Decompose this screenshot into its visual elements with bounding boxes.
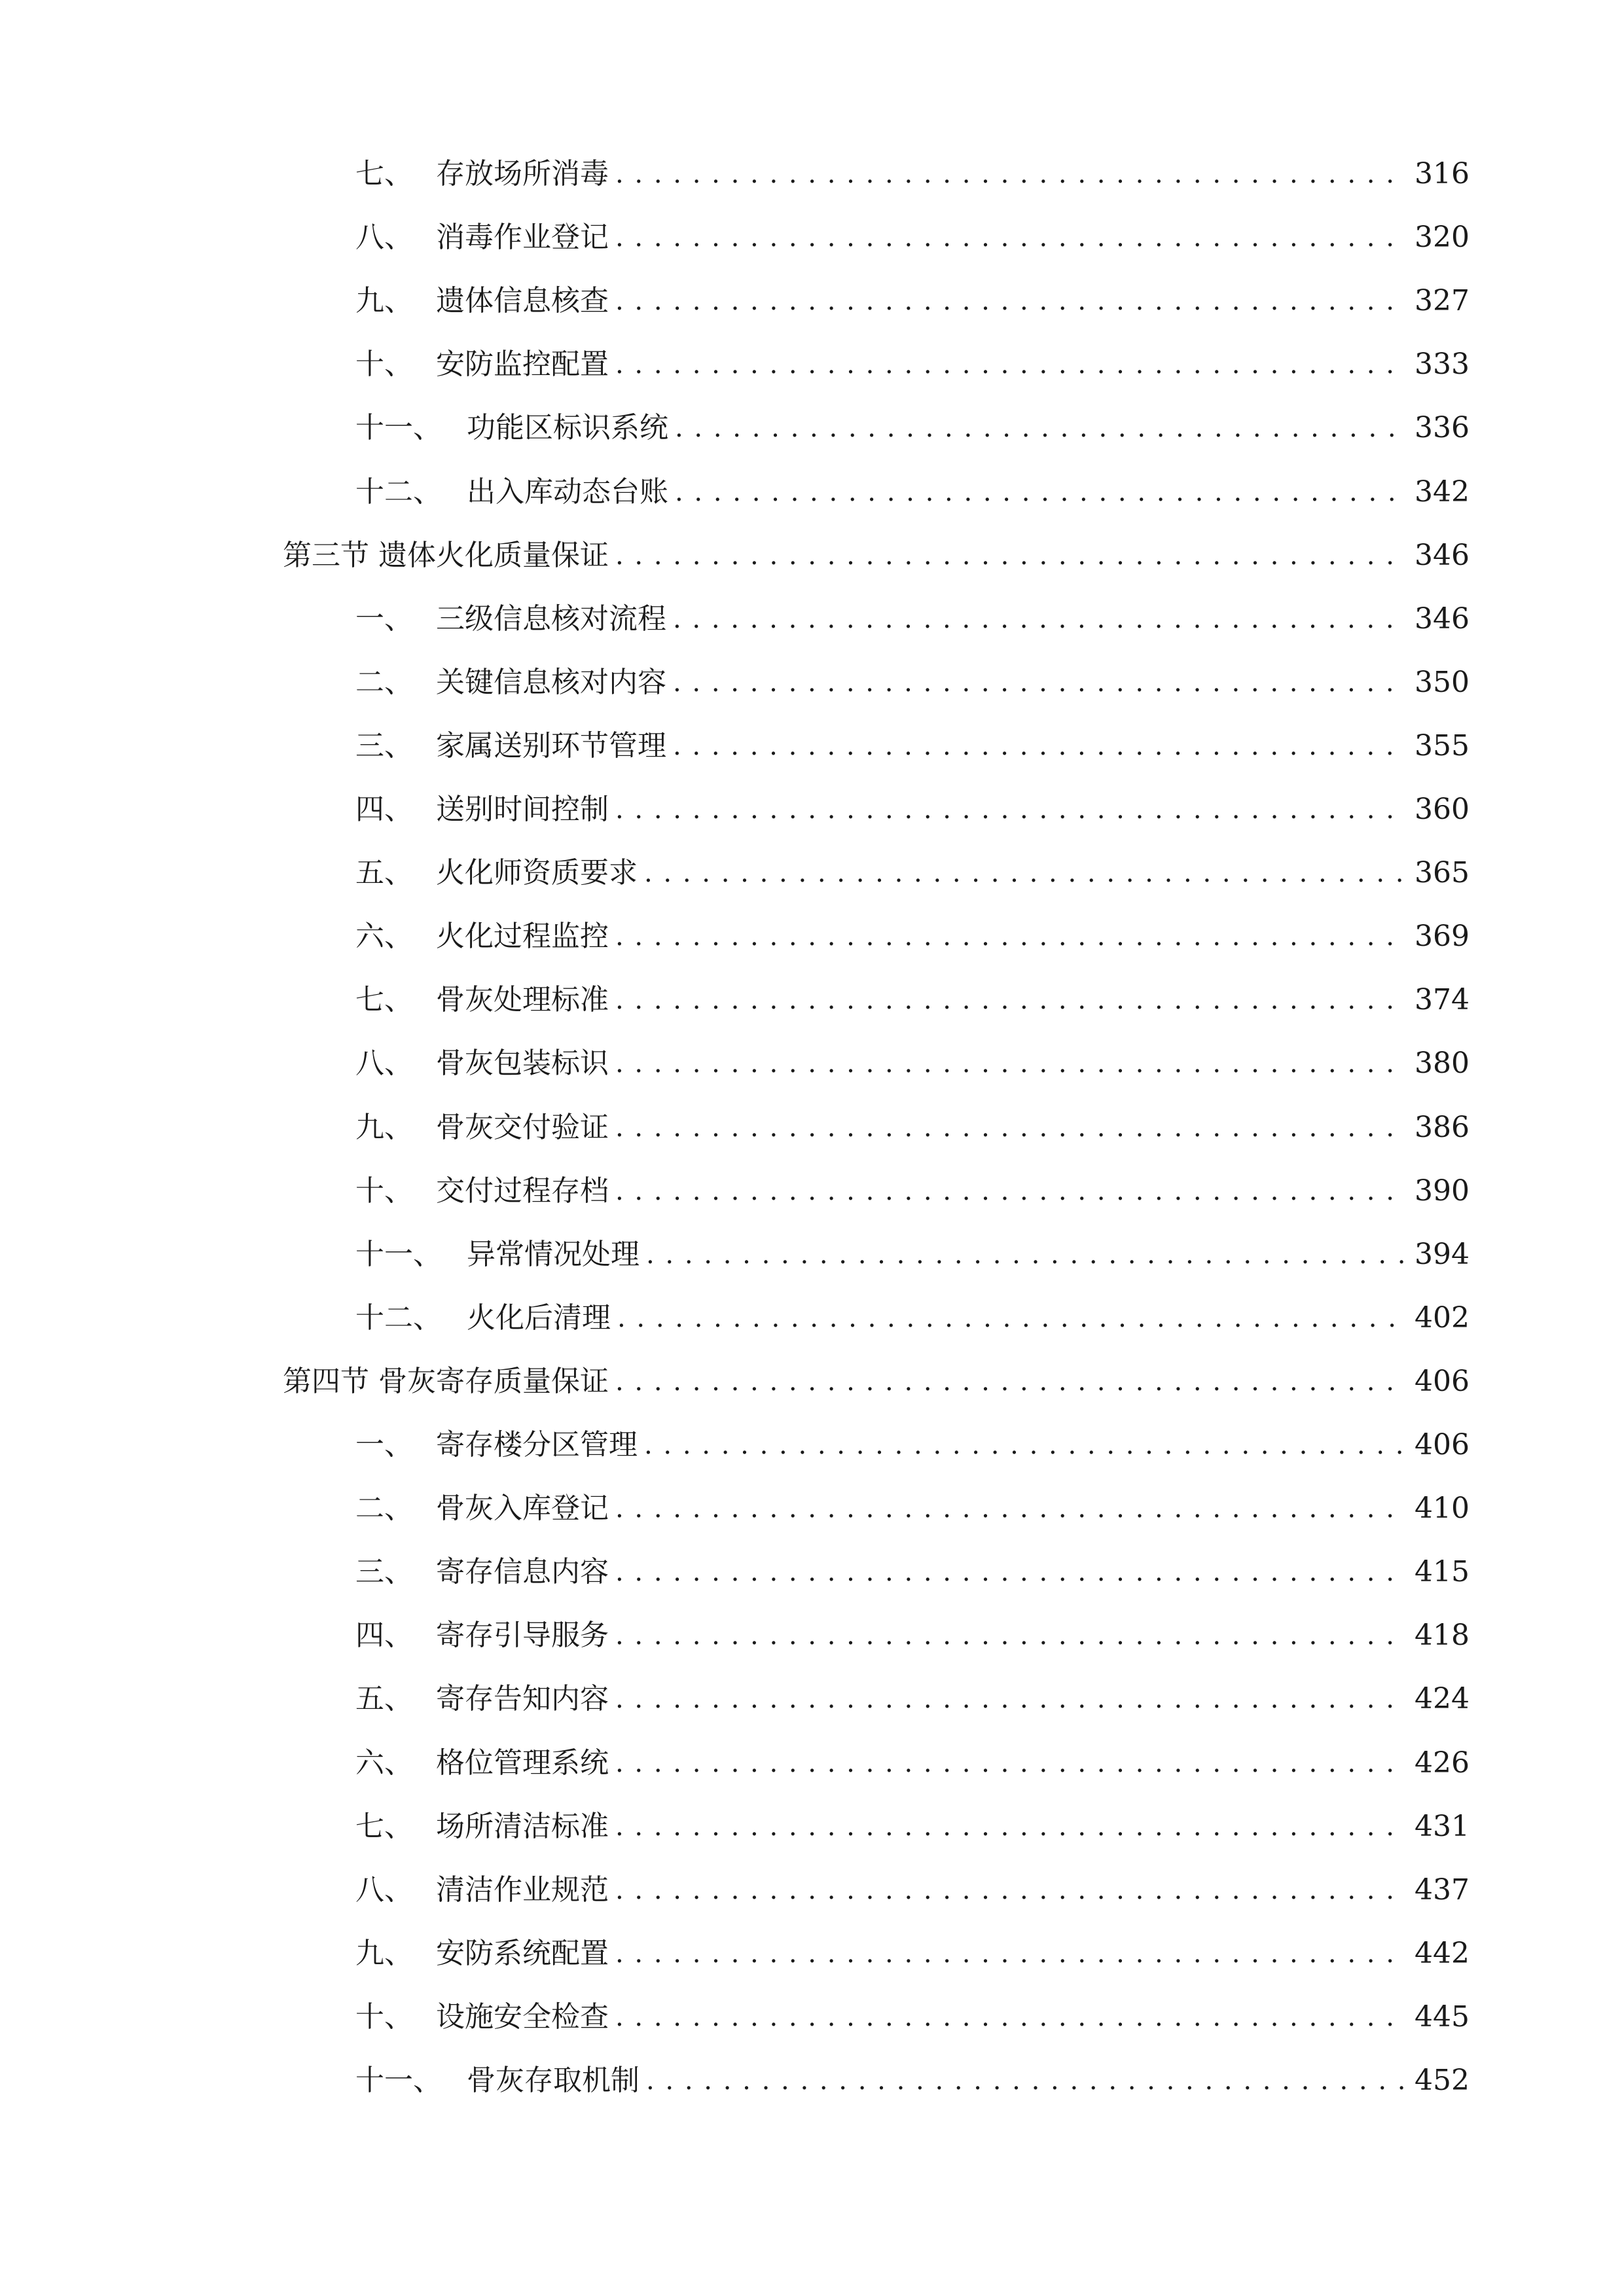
toc-dot-leader xyxy=(615,1609,1405,1662)
toc-entry[interactable] xyxy=(355,1928,1470,1980)
toc-entry-title: 家属送别环节管理 xyxy=(436,729,666,762)
toc-entry[interactable] xyxy=(355,1102,1470,1154)
toc-entry-number: 四、 xyxy=(355,793,413,826)
toc-entry-page: 374 xyxy=(1415,983,1470,1016)
toc-entry[interactable] xyxy=(355,211,1470,264)
toc-entry-title: 骨灰寄存质量保证 xyxy=(378,1365,609,1398)
toc-entry-title: 骨灰入库登记 xyxy=(436,1492,609,1525)
toc-dot-leader xyxy=(615,1165,1405,1217)
toc-section-entry[interactable] xyxy=(283,529,1470,582)
toc-entry-title: 功能区标识系统 xyxy=(467,411,668,444)
toc-entry-title: 火化后清理 xyxy=(467,1301,611,1335)
toc-entry-number: 七、 xyxy=(355,1810,413,1843)
toc-entry-number: 二、 xyxy=(355,1492,413,1525)
toc-entry-title: 交付过程存档 xyxy=(436,1174,609,1208)
toc-entry-page: 424 xyxy=(1415,1682,1470,1715)
toc-dot-leader xyxy=(615,148,1405,200)
toc-entry-title: 存放场所消毒 xyxy=(436,157,609,190)
toc-dot-leader xyxy=(675,402,1405,454)
toc-dot-leader xyxy=(615,1546,1405,1598)
toc-entry-page: 365 xyxy=(1415,856,1470,889)
toc-entry-number: 八、 xyxy=(355,221,413,254)
toc-entry[interactable] xyxy=(355,974,1470,1026)
toc-dot-leader xyxy=(673,593,1405,645)
toc-entry-title: 遗体信息核查 xyxy=(436,284,609,317)
toc-entry[interactable] xyxy=(355,656,1470,709)
toc-entry-number: 三、 xyxy=(355,1555,413,1588)
toc-entry-title: 骨灰包装标识 xyxy=(436,1047,609,1080)
toc-entry-page: 406 xyxy=(1415,1365,1470,1398)
toc-entry[interactable] xyxy=(355,1609,1470,1662)
toc-entry-number: 十、 xyxy=(355,348,413,381)
toc-entry-number: 九、 xyxy=(355,1111,413,1144)
toc-entry-title: 寄存引导服务 xyxy=(436,1619,609,1652)
toc-entry[interactable] xyxy=(355,1482,1470,1535)
toc-entry-page: 333 xyxy=(1415,348,1470,381)
toc-dot-leader xyxy=(646,2054,1405,2107)
toc-entry-page: 327 xyxy=(1415,284,1470,317)
toc-entry[interactable] xyxy=(355,1991,1470,2043)
toc-entry[interactable] xyxy=(355,847,1470,899)
toc-entry-number: 七、 xyxy=(355,157,413,190)
toc-entry-number: 九、 xyxy=(355,284,413,317)
toc-entry-page: 342 xyxy=(1415,475,1470,509)
toc-dot-leader xyxy=(615,338,1405,391)
toc-entry[interactable] xyxy=(355,783,1470,836)
toc-entry-number: 十一、 xyxy=(355,2064,442,2097)
toc-entry-page: 452 xyxy=(1415,2064,1470,2097)
toc-entry[interactable] xyxy=(355,2054,1470,2107)
toc-entry[interactable] xyxy=(355,1229,1470,1281)
toc-entry-number: 五、 xyxy=(355,1682,413,1715)
toc-entry-page: 445 xyxy=(1415,2000,1470,2034)
toc-entry-title: 出入库动态台账 xyxy=(467,475,668,509)
toc-entry[interactable] xyxy=(355,1165,1470,1217)
toc-entry-page: 437 xyxy=(1415,1873,1470,1907)
toc-entry-number: 四、 xyxy=(355,1619,413,1652)
toc-entry[interactable] xyxy=(355,275,1470,327)
toc-entry-number: 十一、 xyxy=(355,1238,442,1271)
toc-entry-page: 394 xyxy=(1415,1238,1470,1271)
toc-dot-leader xyxy=(615,783,1405,836)
toc-dot-leader xyxy=(646,1229,1405,1281)
toc-entry-title: 遗体火化质量保证 xyxy=(378,539,609,572)
toc-dot-leader xyxy=(644,847,1405,899)
toc-dot-leader xyxy=(615,1928,1405,1980)
toc-entry-title: 三级信息核对流程 xyxy=(436,602,666,636)
toc-entry-number: 十、 xyxy=(355,1174,413,1208)
toc-entry-page: 402 xyxy=(1415,1301,1470,1335)
toc-dot-leader xyxy=(615,1801,1405,1853)
toc-entry-title: 安防监控配置 xyxy=(436,348,609,381)
toc-entry-number: 第四节 xyxy=(283,1365,369,1398)
toc-entry-number: 五、 xyxy=(355,856,413,889)
toc-section-entry[interactable] xyxy=(283,1355,1470,1408)
toc-entry-page: 426 xyxy=(1415,1746,1470,1780)
toc-entry-number: 九、 xyxy=(355,1937,413,1970)
toc-dot-leader xyxy=(615,1355,1405,1408)
toc-entry-page: 431 xyxy=(1415,1810,1470,1843)
toc-dot-leader xyxy=(615,1037,1405,1090)
toc-dot-leader xyxy=(615,1482,1405,1535)
toc-dot-leader xyxy=(675,466,1405,518)
toc-entry-number: 六、 xyxy=(355,1746,413,1780)
toc-dot-leader xyxy=(617,1292,1405,1344)
toc-dot-leader xyxy=(615,275,1405,327)
toc-entry-title: 骨灰存取机制 xyxy=(467,2064,640,2097)
toc-entry-number: 十二、 xyxy=(355,475,442,509)
toc-entry[interactable] xyxy=(355,1673,1470,1725)
toc-entry-number: 六、 xyxy=(355,920,413,953)
toc-entry-title: 寄存楼分区管理 xyxy=(436,1428,638,1462)
toc-entry-title: 火化过程监控 xyxy=(436,920,609,953)
toc-entry-page: 336 xyxy=(1415,411,1470,444)
toc-entry-number: 三、 xyxy=(355,729,413,762)
toc-dot-leader xyxy=(615,1991,1405,2043)
toc-entry[interactable] xyxy=(355,402,1470,454)
toc-entry-number: 八、 xyxy=(355,1047,413,1080)
toc-entry[interactable] xyxy=(355,1037,1470,1090)
toc-entry-number: 十、 xyxy=(355,2000,413,2034)
toc-entry-page: 355 xyxy=(1415,729,1470,762)
toc-dot-leader xyxy=(615,1673,1405,1725)
toc-dot-leader xyxy=(644,1419,1405,1471)
toc-entry-page: 316 xyxy=(1415,157,1470,190)
toc-entry[interactable] xyxy=(355,1292,1470,1344)
toc-entry[interactable] xyxy=(355,1801,1470,1853)
toc-dot-leader xyxy=(615,1102,1405,1154)
toc-entry-page: 410 xyxy=(1415,1492,1470,1525)
toc-entry[interactable] xyxy=(355,593,1470,645)
toc-entry[interactable] xyxy=(355,1864,1470,1916)
toc-entry[interactable] xyxy=(355,466,1470,518)
toc-entry-number: 十一、 xyxy=(355,411,442,444)
toc-entry[interactable] xyxy=(355,910,1470,963)
toc-entry-page: 346 xyxy=(1415,602,1470,636)
toc-dot-leader xyxy=(673,656,1405,709)
toc-entry-number: 八、 xyxy=(355,1873,413,1907)
toc-entry-title: 关键信息核对内容 xyxy=(436,666,666,699)
toc-entry-title: 清洁作业规范 xyxy=(436,1873,609,1907)
toc-entry-page: 390 xyxy=(1415,1174,1470,1208)
toc-entry[interactable] xyxy=(355,1546,1470,1598)
toc-entry-number: 二、 xyxy=(355,666,413,699)
toc-entry[interactable] xyxy=(355,338,1470,391)
toc-entry-number: 第三节 xyxy=(283,539,369,572)
toc-dot-leader xyxy=(673,720,1405,772)
toc-entry-title: 骨灰交付验证 xyxy=(436,1111,609,1144)
toc-entry-title: 火化师资质要求 xyxy=(436,856,638,889)
toc-entry-page: 360 xyxy=(1415,793,1470,826)
toc-dot-leader xyxy=(615,1864,1405,1916)
toc-entry-title: 消毒作业登记 xyxy=(436,221,609,254)
toc-entry-number: 一、 xyxy=(355,1428,413,1462)
toc-entry-title: 骨灰处理标准 xyxy=(436,983,609,1016)
toc-entry-title: 场所清洁标准 xyxy=(436,1810,609,1843)
toc-entry-page: 346 xyxy=(1415,539,1470,572)
toc-entry[interactable] xyxy=(355,720,1470,772)
toc-entry[interactable] xyxy=(355,1737,1470,1789)
toc-entry-page: 380 xyxy=(1415,1047,1470,1080)
toc-entry-page: 350 xyxy=(1415,666,1470,699)
toc-entry-page: 386 xyxy=(1415,1111,1470,1144)
toc-entry-number: 一、 xyxy=(355,602,413,636)
toc-entry-page: 320 xyxy=(1415,221,1470,254)
toc-entry-title: 寄存告知内容 xyxy=(436,1682,609,1715)
toc-entry-number: 十二、 xyxy=(355,1301,442,1335)
toc-entry-page: 442 xyxy=(1415,1937,1470,1970)
toc-entry-title: 送别时间控制 xyxy=(436,793,609,826)
toc-entry[interactable] xyxy=(355,1419,1470,1471)
toc-dot-leader xyxy=(615,529,1405,582)
toc-dot-leader xyxy=(615,974,1405,1026)
toc-entry-number: 七、 xyxy=(355,983,413,1016)
toc-entry[interactable] xyxy=(355,148,1470,200)
toc-dot-leader xyxy=(615,211,1405,264)
toc-entry-title: 安防系统配置 xyxy=(436,1937,609,1970)
toc-entry-title: 寄存信息内容 xyxy=(436,1555,609,1588)
toc-entry-page: 406 xyxy=(1415,1428,1470,1462)
toc-dot-leader xyxy=(615,1737,1405,1789)
toc-entry-title: 格位管理系统 xyxy=(436,1746,609,1780)
toc-entry-page: 369 xyxy=(1415,920,1470,953)
toc-entry-title: 设施安全检查 xyxy=(436,2000,609,2034)
toc-entry-title: 异常情况处理 xyxy=(467,1238,640,1271)
toc-entry-page: 415 xyxy=(1415,1555,1470,1588)
toc-entry-page: 418 xyxy=(1415,1619,1470,1652)
toc-dot-leader xyxy=(615,910,1405,963)
